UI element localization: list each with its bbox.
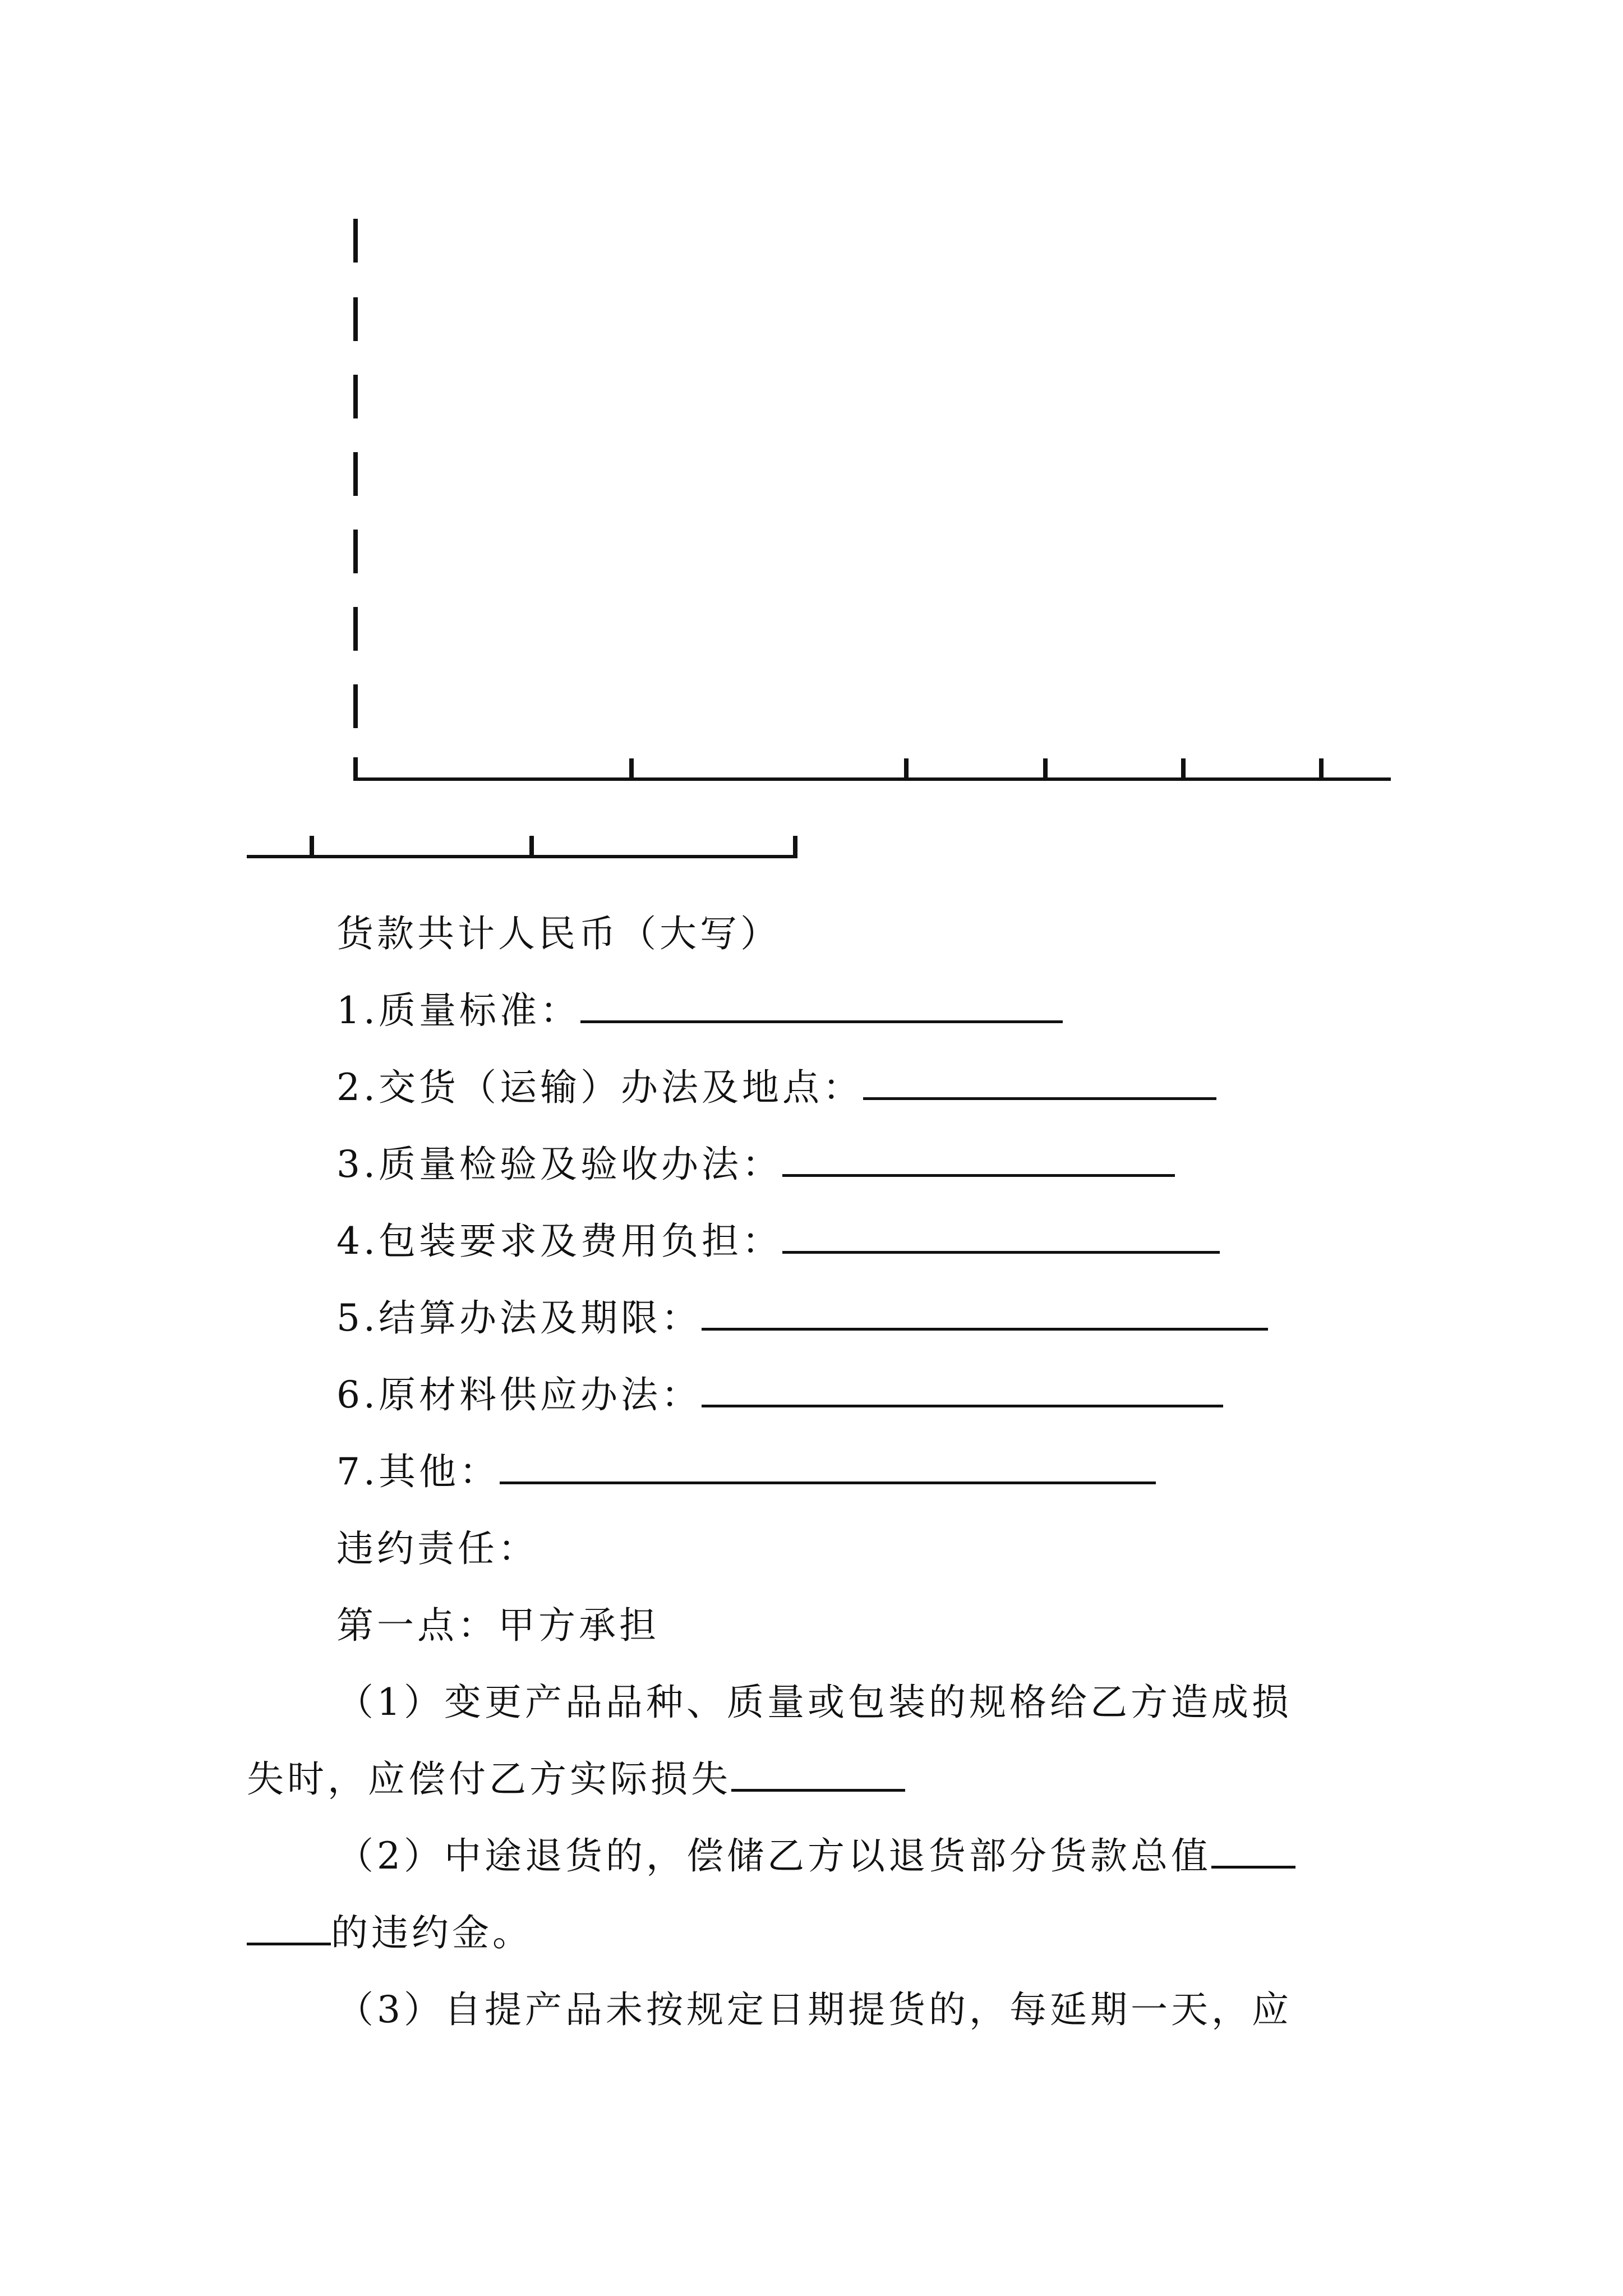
item1-line-b — [247, 1754, 905, 1805]
table-bottom-border — [353, 777, 1391, 781]
table-left-border-segment — [353, 607, 358, 651]
item3-text-a: （3）自提产品未按规定日期提货的，每延期一天，应 — [336, 1988, 1292, 2031]
item1-text-a: （1）变更产品品种、质量或包装的规格给乙方造成损 — [336, 1681, 1292, 1724]
point-one-text: 第一点：甲方承担 — [336, 1604, 660, 1647]
inspection-blank[interactable] — [782, 1139, 1175, 1177]
settlement-label: 5.结算办法及期限： — [336, 1296, 702, 1340]
table-left-border-segment — [353, 375, 358, 418]
table-left-border-segment — [353, 452, 358, 496]
item2-text-b: 的违约金。 — [331, 1911, 533, 1954]
total-amount-line — [336, 909, 781, 959]
settlement-blank[interactable] — [702, 1293, 1268, 1331]
other-label: 7.其他： — [336, 1450, 500, 1493]
item2-line-a — [336, 1831, 1295, 1881]
table-column-tick — [529, 836, 534, 858]
table-column-tick — [904, 758, 909, 781]
quality-standard-blank[interactable] — [580, 986, 1063, 1023]
item2-text-a: （2）中途退货的，偿储乙方以退货部分货款总值 — [336, 1834, 1211, 1878]
materials-label: 6.原材料供应办法： — [336, 1373, 702, 1416]
quality-standard-line — [336, 986, 1063, 1036]
table-left-border-segment — [353, 530, 358, 573]
table-column-tick — [1319, 758, 1324, 781]
delivery-line — [336, 1062, 1216, 1113]
table-column-tick — [1043, 758, 1048, 781]
item3-line-a — [336, 1985, 1292, 2035]
other-blank[interactable] — [500, 1447, 1156, 1484]
packaging-label: 4.包装要求及费用负担： — [336, 1220, 782, 1263]
item1-blank[interactable] — [731, 1754, 905, 1792]
table-column-tick — [1181, 758, 1186, 781]
materials-blank[interactable] — [702, 1370, 1223, 1407]
item1-line-a — [336, 1677, 1292, 1728]
point-one-heading — [336, 1600, 660, 1651]
delivery-blank[interactable] — [863, 1062, 1216, 1100]
item1-text-b: 失时，应偿付乙方实际损失 — [247, 1757, 731, 1801]
settlement-line — [336, 1293, 1268, 1343]
table-left-border-segment — [353, 219, 358, 263]
item2-blank-a[interactable] — [1211, 1831, 1295, 1869]
table-left-border-segment — [353, 684, 358, 728]
item2-blank-b[interactable] — [247, 1908, 331, 1945]
quality-standard-label: 1.质量标准： — [336, 989, 580, 1032]
breach-heading — [336, 1524, 538, 1574]
table-column-tick — [310, 836, 314, 858]
table-column-tick — [793, 836, 797, 858]
item2-line-b — [247, 1908, 533, 1958]
breach-heading-text: 违约责任： — [336, 1527, 538, 1570]
total-amount-label: 货款共计人民币（大写） — [336, 912, 781, 955]
inspection-line — [336, 1139, 1175, 1190]
table-column-tick — [629, 758, 634, 781]
table-corner-tick — [353, 757, 358, 780]
inspection-label: 3.质量检验及验收办法： — [336, 1143, 782, 1186]
table-left-border-segment — [353, 297, 358, 341]
delivery-label: 2.交货（运输）办法及地点： — [336, 1066, 863, 1109]
materials-line — [336, 1370, 1223, 1420]
packaging-blank[interactable] — [782, 1216, 1220, 1254]
packaging-line — [336, 1216, 1220, 1267]
table-bottom-border-continued — [247, 855, 796, 858]
other-line — [336, 1447, 1156, 1497]
